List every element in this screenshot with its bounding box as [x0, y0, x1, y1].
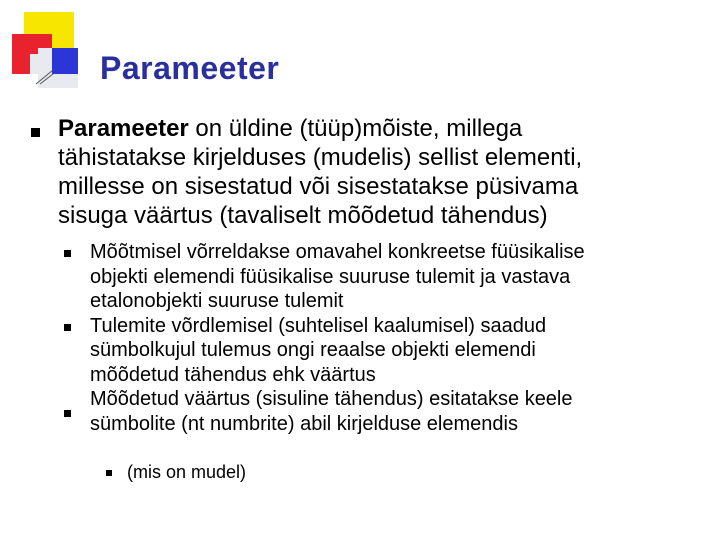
sub-bullet-list — [90, 240, 710, 436]
bullet-icon — [31, 128, 40, 137]
sub-sub-bullet-text: (mis on mudel) — [127, 462, 247, 482]
sub-bullet-item — [90, 314, 710, 388]
sub-bullet-line: etalonobjekti suuruse tulemit — [90, 290, 344, 312]
sub-bullet-line: sümbolite (nt numbrite) abil kirjelduse elemendis — [90, 412, 518, 435]
bullet-icon — [64, 324, 71, 331]
bullet-icon — [64, 250, 71, 257]
bullet-icon — [106, 470, 112, 476]
bullet-icon — [64, 410, 71, 417]
sub-bullet-line: Mõõtmisel võrreldakse omavahel konkreetse füüsikalise — [90, 241, 585, 263]
page-title: Parameeter — [100, 50, 280, 86]
sub-bullet-line: Mõõdetud väärtus (sisuline tähendus) esitatakse keele — [90, 388, 573, 410]
bullet1-line1-rest: on üldine (tüüp)mõiste, millega — [188, 115, 523, 142]
bold-term: Parameeter — [58, 115, 189, 142]
main-bullet-text — [58, 114, 708, 230]
bullet1-line3: millesse on sisestatud või sisestatakse püsivama — [58, 173, 579, 200]
sub-bullet-line: sümbolkujul tulemus ongi reaalse objekti elemendi — [90, 339, 536, 361]
bullet1-line4: sisuga väärtus (tavaliselt mõõdetud tähendus) — [58, 202, 548, 229]
sub-bullet-line: Tulemite võrdlemisel (suhtelisel kaalumisel) saadud — [90, 314, 547, 337]
sub-bullet-line: objekti elemendi füüsikalise suuruse tulemit ja vastava — [90, 265, 571, 288]
sub-bullet-line: mõõdetud tähendus ehk väärtus — [90, 363, 376, 386]
sub-bullet-item — [90, 240, 710, 314]
bullet1-line2: tähistatakse kirjelduses (mudelis) sellist elementi, — [58, 144, 583, 171]
sub-bullet-item — [90, 387, 710, 436]
decorative-squares-logo-icon — [0, 0, 100, 100]
